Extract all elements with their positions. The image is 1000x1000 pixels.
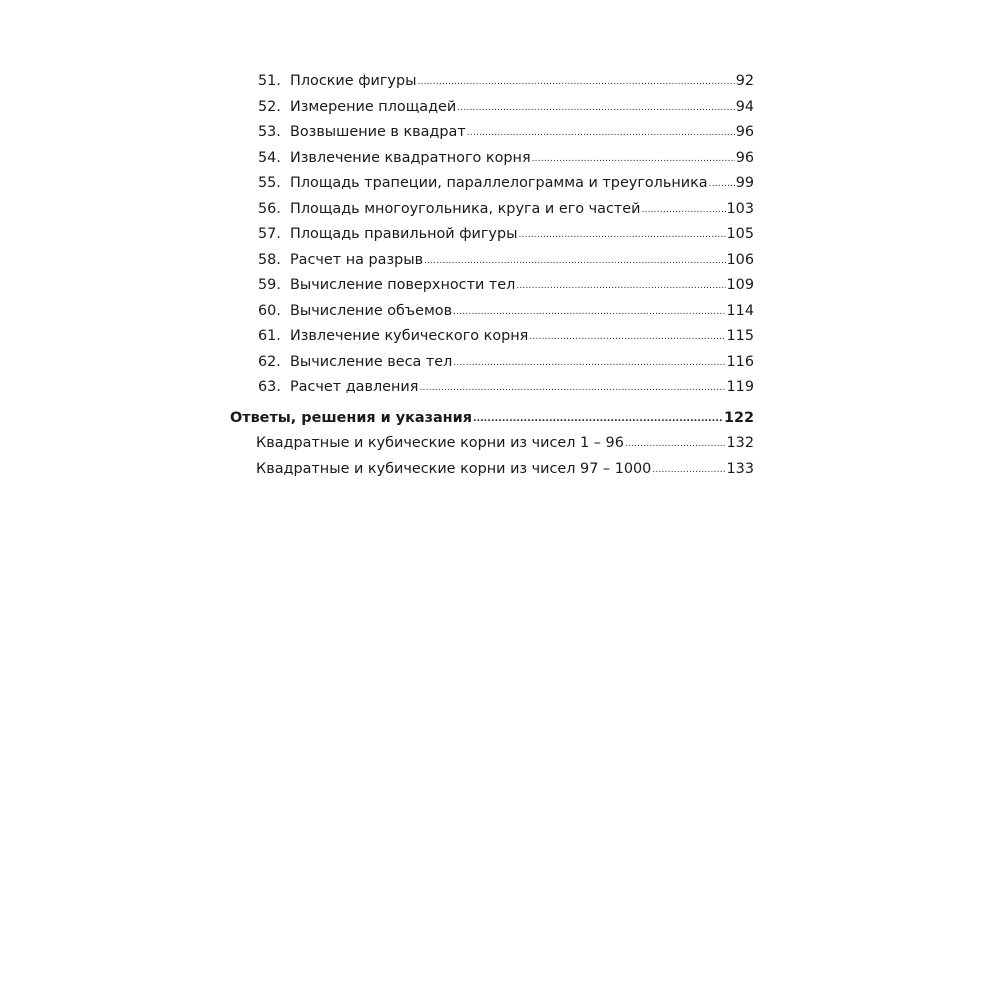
- toc-entry[interactable]: [230, 299, 754, 325]
- page-number: 92: [735, 73, 754, 89]
- toc-entry[interactable]: [230, 95, 754, 121]
- dot-leader: [709, 172, 735, 198]
- dot-leader: [641, 198, 725, 224]
- toc-entry[interactable]: [230, 350, 754, 376]
- toc-entry[interactable]: [230, 171, 754, 197]
- table-of-contents: [230, 69, 754, 482]
- page-number: 122: [723, 409, 754, 426]
- toc-entry[interactable]: [230, 273, 754, 299]
- page-number: 99: [735, 175, 754, 191]
- dot-leader: [473, 407, 723, 433]
- page-number: 116: [726, 353, 754, 370]
- chapter-title: Измерение площадей: [290, 98, 457, 115]
- chapter-number: 54.: [258, 149, 281, 166]
- toc-entry-appendix[interactable]: [230, 431, 754, 457]
- page-number: 96: [735, 149, 754, 166]
- toc-entry[interactable]: [230, 69, 754, 95]
- chapter-title: Расчет на разрыв: [290, 251, 424, 268]
- dot-leader: [453, 351, 725, 377]
- toc-entry-appendix[interactable]: [230, 457, 754, 483]
- toc-entry[interactable]: [230, 222, 754, 248]
- toc-section-answers[interactable]: [230, 406, 754, 432]
- chapter-title: Площадь многоугольника, круга и его частей: [290, 200, 641, 217]
- page-number: 105: [726, 226, 754, 242]
- toc-entry[interactable]: [230, 146, 754, 172]
- page-number: 106: [726, 251, 754, 268]
- dot-leader: [516, 274, 725, 300]
- toc-entry[interactable]: [230, 120, 754, 146]
- toc-entry[interactable]: [230, 324, 754, 350]
- chapter-number: 52.: [258, 98, 281, 115]
- chapter-title: Извлечение квадратного корня: [290, 149, 531, 166]
- chapter-number: 62.: [258, 353, 281, 370]
- dot-leader: [453, 300, 725, 326]
- page-number: 94: [735, 98, 754, 115]
- dot-leader: [652, 458, 725, 484]
- page-number: 114: [726, 302, 754, 319]
- page-number: 115: [726, 328, 754, 344]
- section-title: Ответы, решения и указания: [230, 409, 472, 426]
- chapter-title: Площадь трапеции, параллелограмма и треугольника: [290, 175, 708, 191]
- page-number: 109: [726, 277, 754, 293]
- page-number: 96: [735, 124, 754, 140]
- dot-leader: [529, 325, 725, 351]
- dot-leader: [457, 96, 734, 122]
- dot-leader: [625, 432, 726, 458]
- dot-leader: [419, 376, 725, 402]
- toc-entry[interactable]: [230, 375, 754, 401]
- toc-entry[interactable]: [230, 197, 754, 223]
- chapter-number: 60.: [258, 302, 281, 319]
- chapter-title: Вычисление объемов: [290, 302, 453, 319]
- chapter-number: 61.: [258, 328, 281, 344]
- dot-leader: [417, 70, 734, 96]
- chapter-number: 55.: [258, 175, 281, 191]
- page-number: 119: [726, 379, 754, 395]
- dot-leader: [424, 249, 725, 275]
- dot-leader: [518, 223, 725, 249]
- chapter-title: Вычисление веса тел: [290, 353, 453, 370]
- appendix-title: Квадратные и кубические корни из чисел 1 – 96: [256, 435, 624, 451]
- page-number: 133: [726, 460, 754, 477]
- appendix-title: Квадратные и кубические корни из чисел 97 – 1000: [256, 460, 652, 477]
- chapter-number: 63.: [258, 379, 281, 395]
- chapter-number: 59.: [258, 277, 281, 293]
- chapter-number: 57.: [258, 226, 281, 242]
- toc-entry[interactable]: [230, 248, 754, 274]
- dot-leader: [467, 121, 735, 147]
- chapter-title: Возвышение в квадрат: [290, 124, 466, 140]
- chapter-number: 53.: [258, 124, 281, 140]
- page-number: 132: [726, 435, 754, 451]
- chapter-title: Вычисление поверхности тел: [290, 277, 516, 293]
- chapter-number: 51.: [258, 73, 281, 89]
- chapter-title: Извлечение кубического корня: [290, 328, 529, 344]
- chapter-title: Расчет давления: [290, 379, 419, 395]
- page-number: 103: [726, 200, 754, 217]
- chapter-number: 58.: [258, 251, 281, 268]
- chapter-title: Площадь правильной фигуры: [290, 226, 518, 242]
- chapter-number: 56.: [258, 200, 281, 217]
- dot-leader: [532, 147, 735, 173]
- chapter-title: Плоские фигуры: [290, 73, 417, 89]
